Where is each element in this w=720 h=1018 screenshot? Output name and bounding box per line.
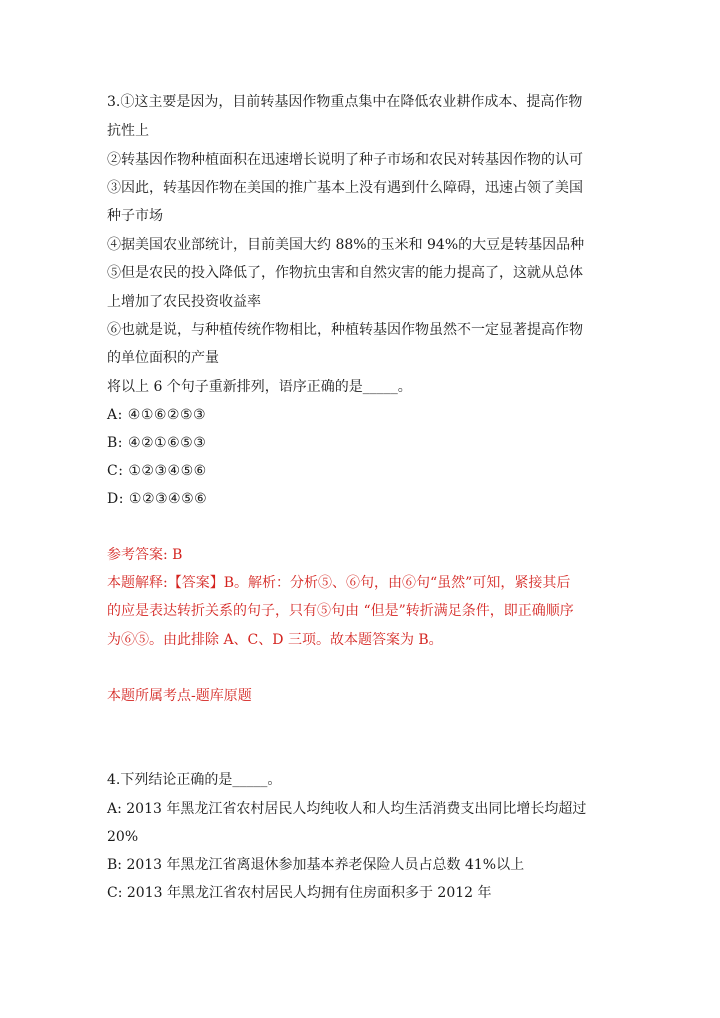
q4-stem: 4.下列结论正确的是_____。 bbox=[107, 772, 282, 788]
q3-line-3: ②转基因作物种植面积在迅速增长说明了种子市场和农民对转基因作物的认可 bbox=[107, 152, 583, 168]
q3-answer: 参考答案: B bbox=[107, 547, 183, 563]
q3-line-11: 将以上 6 个句子重新排列，语序正确的是_____。 bbox=[107, 379, 412, 395]
q3-line-7: ⑤但是农民的投入降低了，作物抗虫害和自然灾害的能力提高了，这就从总体 bbox=[107, 265, 583, 281]
q4-option-c: C: 2013 年黑龙江省农村居民人均拥有住房面积多于 2012 年 bbox=[107, 885, 492, 901]
q3-option-a: A: ④①⑥②⑤③ bbox=[107, 407, 207, 423]
q4-option-a-cont: 20% bbox=[107, 829, 139, 845]
q4-option-a: A: 2013 年黑龙江省农村居民人均纯收人和人均生活消费支出同比增长均超过 bbox=[107, 801, 587, 817]
q3-explanation-1: 本题解释:【答案】B。解析：分析⑤、⑥句，由⑥句“虽然”可知，紧接其后 bbox=[107, 575, 571, 591]
q3-line-5: 种子市场 bbox=[107, 208, 163, 224]
q3-option-b: B: ④②①⑥⑤③ bbox=[107, 435, 207, 451]
q3-line-4: ③因此，转基因作物在美国的推广基本上没有遇到什么障碍，迅速占领了美国 bbox=[107, 180, 583, 196]
q3-line-2: 抗性上 bbox=[107, 123, 149, 139]
q3-line-8: 上增加了农民投资收益率 bbox=[107, 294, 261, 310]
q3-explanation-2: 的应是表达转折关系的句子，只有⑤句由 “但是”转折满足条件，即正确顺序 bbox=[107, 603, 574, 619]
q3-explanation-3: 为⑥⑤。由此排除 A、C、D 三项。故本题答案为 B。 bbox=[107, 632, 443, 648]
q3-option-d: D: ①②③④⑤⑥ bbox=[107, 491, 208, 507]
q3-line-6: ④据美国农业部统计，目前美国大约 88%的玉米和 94%的大豆是转基因品种 bbox=[107, 237, 585, 253]
q4-option-b: B: 2013 年黑龙江省离退休参加基本养老保险人员占总数 41%以上 bbox=[107, 857, 525, 873]
q3-source: 本题所属考点-题库原题 bbox=[107, 688, 252, 704]
q3-line-9: ⑥也就是说，与种植传统作物相比，种植转基因作物虽然不一定显著提高作物 bbox=[107, 322, 583, 338]
q3-option-c: C: ①②③④⑤⑥ bbox=[107, 463, 207, 479]
q3-line-10: 的单位面积的产量 bbox=[107, 350, 219, 366]
q3-line-1: 3.①这主要是因为，目前转基因作物重点集中在降低农业耕作成本、提高作物 bbox=[107, 94, 583, 110]
